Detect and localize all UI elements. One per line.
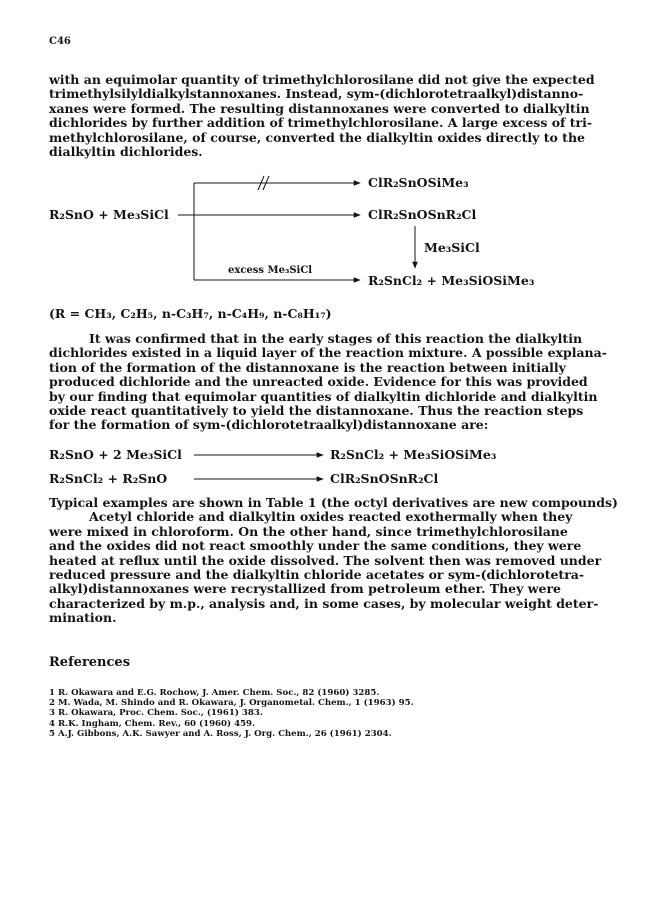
text-line: produced dichloride and the unreacted oxide. Evidence for this was provided	[49, 374, 588, 390]
text-line: reduced pressure and the dialkyltin chloride acetates or sym-(dichlorotetra-	[49, 567, 585, 583]
text-line: were mixed in chloroform. On the other hand, since trimethylchlorosilane	[49, 523, 568, 539]
reference-item: 1 R. Okawara and E.G. Rochow, J. Amer. Chem. Soc., 82 (1960) 3285.	[49, 688, 380, 698]
step1-left: R₂SnO + 2 Me₃SiCl	[49, 447, 182, 462]
scheme-reactants: R₂SnO + Me₃SiCl	[49, 207, 169, 222]
scheme-reagent-bottom: excess Me₃SiCl	[228, 265, 313, 276]
text-line: and the oxides did not react smoothly under the same conditions, they were	[49, 538, 582, 554]
text-line: Typical examples are shown in Table 1 (the octyl derivatives are new compounds)	[49, 495, 618, 510]
reference-item: 4 R.K. Ingham, Chem. Rev., 60 (1960) 459.	[49, 718, 255, 729]
middle-paragraph	[49, 332, 607, 433]
text-line: methylchlorosilane, of course, converted the dialkyltin oxides directly to the	[49, 129, 585, 145]
text-line: Acetyl chloride and dialkyltin oxides reacted exothermally when they	[89, 509, 573, 525]
step1-right: R₂SnCl₂ + Me₃SiOSiMe₃	[330, 447, 497, 462]
text-line: for the formation of sym-(dichlorotetraalkyl)distannoxane are:	[49, 417, 489, 433]
text-line: xanes were formed. The resulting distannoxanes were converted to dialkyltin	[49, 100, 590, 116]
text-line: characterized by m.p., analysis and, in some cases, by molecular weight deter-	[49, 595, 599, 611]
references-heading: References	[49, 655, 131, 670]
text-line: oxide react quantitatively to yield the distannoxane. Thus the reaction steps	[49, 403, 584, 419]
scheme-product-top: ClR₂SnOSiMe₃	[368, 175, 469, 190]
text-line: It was confirmed that in the early stages of this reaction the dialkyltin	[89, 331, 583, 346]
text-line: alkyl)distannoxanes were recrystallized from petroleum ether. They were	[49, 581, 561, 597]
text-line: by our finding that equimolar quantities of dialkyltin dichloride and dialkyltin	[49, 388, 598, 404]
text-line: dichlorides by further addition of trimethylchlorosilane. A large excess of tri-	[49, 115, 593, 131]
text-line: trimethylsilyldialkylstannoxanes. Instead, sym-(dichlorotetraalkyl)distanno-	[49, 86, 584, 102]
text-line: mination.	[49, 610, 117, 626]
scheme-reagent-down: Me₃SiCl	[424, 240, 480, 255]
text-line: tion of the formation of the distannoxane is the reaction between initially	[49, 359, 566, 375]
step2-left: R₂SnCl₂ + R₂SnO	[49, 471, 168, 486]
reference-item: 5 A.J. Gibbons, A.K. Sawyer and A. Ross, J. Org. Chem., 26 (1961) 2304.	[49, 728, 392, 739]
text-line: dialkyltin dichlorides.	[49, 144, 203, 160]
scheme-product-mid: ClR₂SnOSnR₂Cl	[368, 207, 477, 222]
step2-right: ClR₂SnOSnR₂Cl	[330, 471, 439, 486]
text-line: with an equimolar quantity of trimethylchlorosilane did not give the expected	[49, 72, 595, 87]
reference-item: 2 M. Wada, M. Shindo and R. Okawara, J. Organometal. Chem., 1 (1963) 95.	[49, 698, 414, 709]
r-group-definition: (R = CH₃, C₂H₅, n-C₃H₇, n-C₄H₉, n-C₈H₁₇)	[49, 306, 332, 321]
final-paragraph	[49, 496, 618, 626]
reference-item: 3 R. Okawara, Proc. Chem. Soc., (1961) 383.	[49, 708, 263, 719]
text-line: heated at reflux until the oxide dissolved. The solvent then was removed under	[49, 552, 602, 568]
page-label: C46	[49, 36, 71, 47]
text-line: dichlorides existed in a liquid layer of the reaction mixture. A possible explana-	[49, 345, 607, 361]
references-list	[49, 688, 414, 739]
scheme-product-bottom: R₂SnCl₂ + Me₃SiOSiMe₃	[368, 273, 535, 288]
